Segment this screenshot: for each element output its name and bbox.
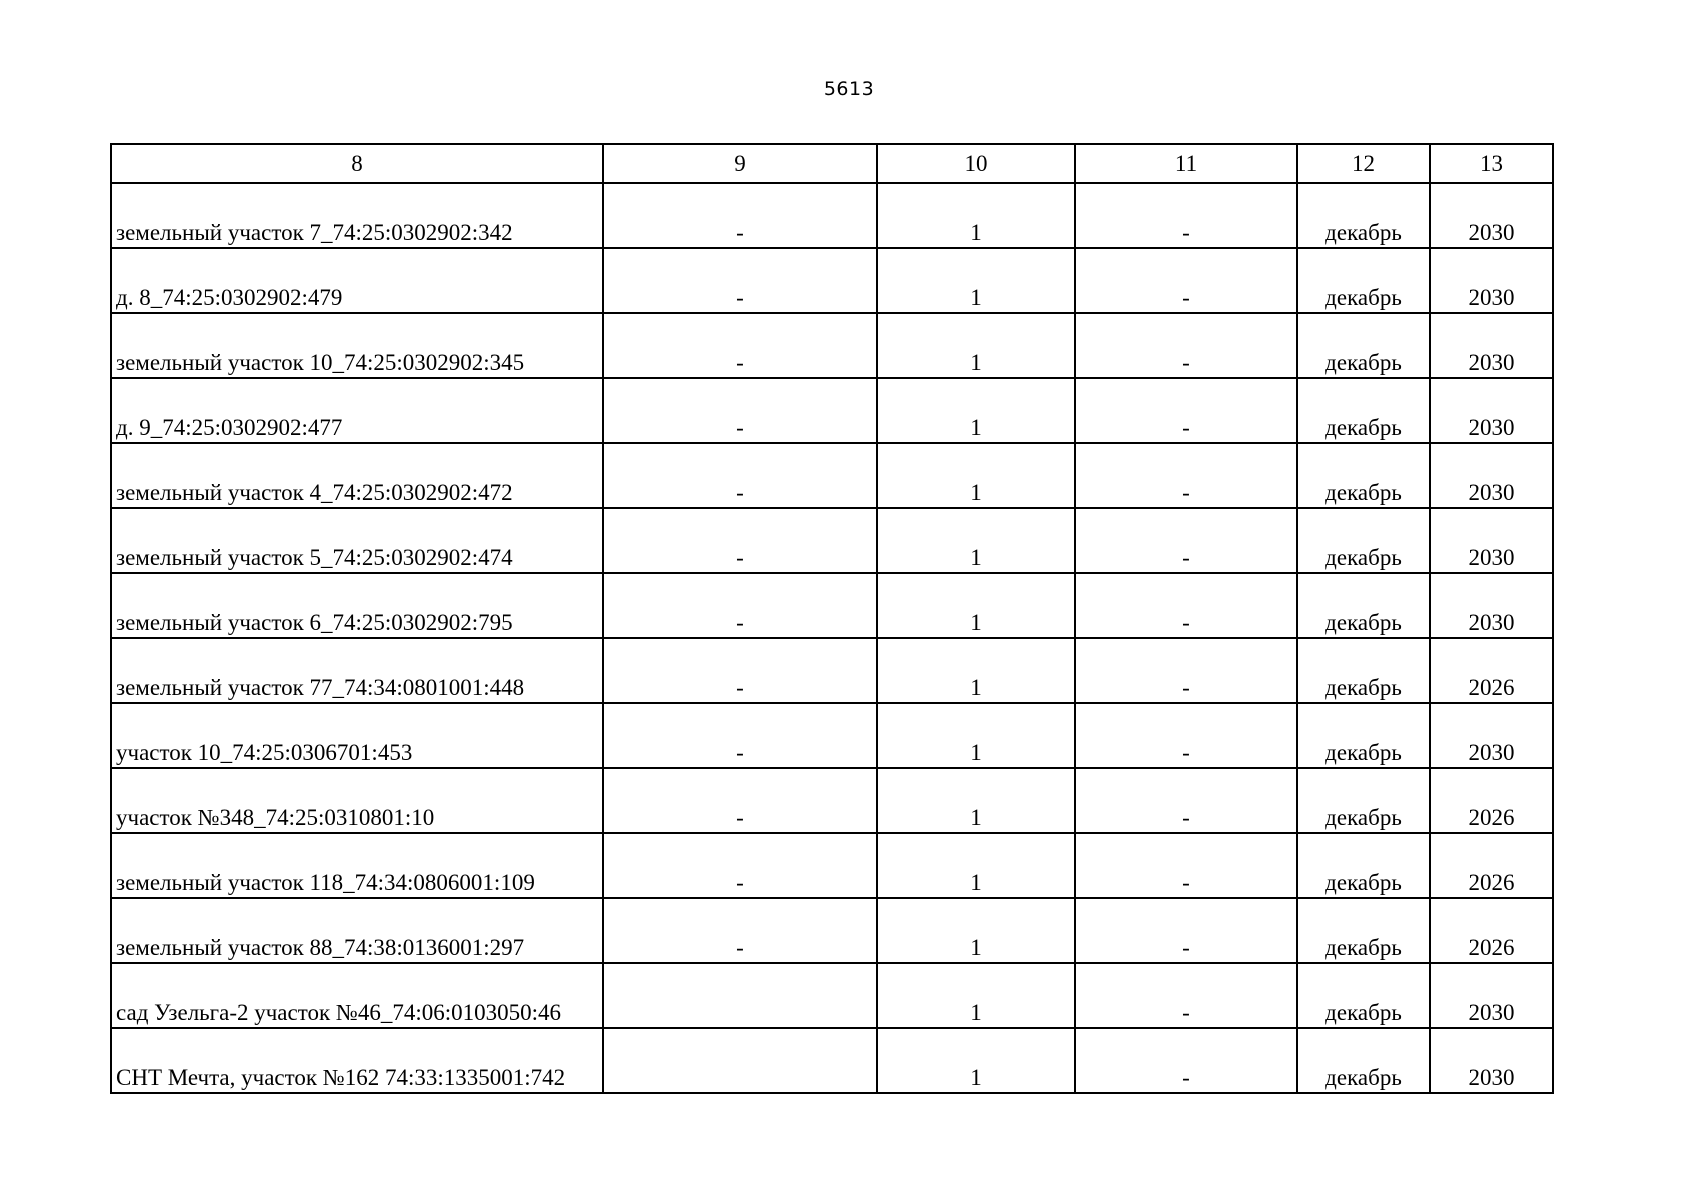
col9-cell: -: [603, 638, 877, 703]
month-cell: декабрь: [1297, 573, 1430, 638]
table-row: [111, 963, 1553, 1028]
data-table: [110, 143, 1554, 1094]
column-header-12: 12: [1297, 144, 1430, 183]
col11-cell: -: [1075, 768, 1297, 833]
object-name-cell: земельный участок 88_74:38:0136001:297: [111, 898, 603, 963]
quantity-cell: 1: [877, 573, 1075, 638]
col9-cell: -: [603, 573, 877, 638]
month-cell: декабрь: [1297, 768, 1430, 833]
quantity-cell: 1: [877, 898, 1075, 963]
col9-cell: -: [603, 248, 877, 313]
month-cell: декабрь: [1297, 963, 1430, 1028]
table-row: [111, 1028, 1553, 1093]
col11-cell: -: [1075, 508, 1297, 573]
col9-cell: -: [603, 313, 877, 378]
col11-cell: -: [1075, 313, 1297, 378]
table-row: [111, 443, 1553, 508]
object-name-cell: земельный участок 77_74:34:0801001:448: [111, 638, 603, 703]
quantity-cell: 1: [877, 1028, 1075, 1093]
table-row: [111, 378, 1553, 443]
table-row: [111, 833, 1553, 898]
quantity-cell: 1: [877, 183, 1075, 248]
col9-cell: -: [603, 183, 877, 248]
month-cell: декабрь: [1297, 378, 1430, 443]
object-name-cell: земельный участок 4_74:25:0302902:472: [111, 443, 603, 508]
object-name-cell: земельный участок 7_74:25:0302902:342: [111, 183, 603, 248]
quantity-cell: 1: [877, 638, 1075, 703]
col9-cell: -: [603, 768, 877, 833]
year-cell: 2026: [1430, 638, 1553, 703]
quantity-cell: 1: [877, 508, 1075, 573]
quantity-cell: 1: [877, 768, 1075, 833]
table-row: [111, 573, 1553, 638]
col11-cell: -: [1075, 963, 1297, 1028]
object-name-cell: земельный участок 118_74:34:0806001:109: [111, 833, 603, 898]
year-cell: 2030: [1430, 573, 1553, 638]
table-row: [111, 703, 1553, 768]
header-row: [111, 144, 1553, 183]
quantity-cell: 1: [877, 378, 1075, 443]
col9-cell: [603, 963, 877, 1028]
year-cell: 2030: [1430, 1028, 1553, 1093]
month-cell: декабрь: [1297, 703, 1430, 768]
year-cell: 2030: [1430, 703, 1553, 768]
table-row: [111, 248, 1553, 313]
table-row: [111, 183, 1553, 248]
col9-cell: -: [603, 508, 877, 573]
col11-cell: -: [1075, 183, 1297, 248]
year-cell: 2030: [1430, 183, 1553, 248]
quantity-cell: 1: [877, 248, 1075, 313]
object-name-cell: д. 8_74:25:0302902:479: [111, 248, 603, 313]
table-row: [111, 313, 1553, 378]
quantity-cell: 1: [877, 313, 1075, 378]
year-cell: 2026: [1430, 898, 1553, 963]
month-cell: декабрь: [1297, 508, 1430, 573]
object-name-cell: земельный участок 10_74:25:0302902:345: [111, 313, 603, 378]
month-cell: декабрь: [1297, 638, 1430, 703]
col11-cell: -: [1075, 248, 1297, 313]
col11-cell: -: [1075, 443, 1297, 508]
month-cell: декабрь: [1297, 183, 1430, 248]
col9-cell: -: [603, 703, 877, 768]
column-header-9: 9: [603, 144, 877, 183]
month-cell: декабрь: [1297, 833, 1430, 898]
quantity-cell: 1: [877, 963, 1075, 1028]
col9-cell: -: [603, 833, 877, 898]
object-name-cell: д. 9_74:25:0302902:477: [111, 378, 603, 443]
object-name-cell: земельный участок 5_74:25:0302902:474: [111, 508, 603, 573]
col11-cell: -: [1075, 898, 1297, 963]
month-cell: декабрь: [1297, 443, 1430, 508]
year-cell: 2030: [1430, 963, 1553, 1028]
col11-cell: -: [1075, 638, 1297, 703]
month-cell: декабрь: [1297, 1028, 1430, 1093]
year-cell: 2030: [1430, 443, 1553, 508]
month-cell: декабрь: [1297, 248, 1430, 313]
year-cell: 2030: [1430, 508, 1553, 573]
year-cell: 2030: [1430, 313, 1553, 378]
col11-cell: -: [1075, 378, 1297, 443]
col11-cell: -: [1075, 833, 1297, 898]
col9-cell: -: [603, 378, 877, 443]
col9-cell: -: [603, 898, 877, 963]
column-header-10: 10: [877, 144, 1075, 183]
col11-cell: -: [1075, 1028, 1297, 1093]
object-name-cell: СНТ Мечта, участок №162 74:33:1335001:742: [111, 1028, 603, 1093]
column-header-8: 8: [111, 144, 603, 183]
month-cell: декабрь: [1297, 898, 1430, 963]
year-cell: 2030: [1430, 378, 1553, 443]
year-cell: 2026: [1430, 768, 1553, 833]
col9-cell: -: [603, 443, 877, 508]
page-number: 5613: [823, 78, 875, 100]
table-body: [111, 183, 1553, 1093]
year-cell: 2026: [1430, 833, 1553, 898]
object-name-cell: земельный участок 6_74:25:0302902:795: [111, 573, 603, 638]
object-name-cell: сад Узельга-2 участок №46_74:06:0103050:46: [111, 963, 603, 1028]
column-header-11: 11: [1075, 144, 1297, 183]
object-name-cell: участок 10_74:25:0306701:453: [111, 703, 603, 768]
month-cell: декабрь: [1297, 313, 1430, 378]
table-row: [111, 768, 1553, 833]
quantity-cell: 1: [877, 703, 1075, 768]
table-row: [111, 638, 1553, 703]
column-header-13: 13: [1430, 144, 1553, 183]
quantity-cell: 1: [877, 443, 1075, 508]
object-name-cell: участок №348_74:25:0310801:10: [111, 768, 603, 833]
table-row: [111, 508, 1553, 573]
quantity-cell: 1: [877, 833, 1075, 898]
table-row: [111, 898, 1553, 963]
col11-cell: -: [1075, 573, 1297, 638]
col9-cell: [603, 1028, 877, 1093]
col11-cell: -: [1075, 703, 1297, 768]
year-cell: 2030: [1430, 248, 1553, 313]
